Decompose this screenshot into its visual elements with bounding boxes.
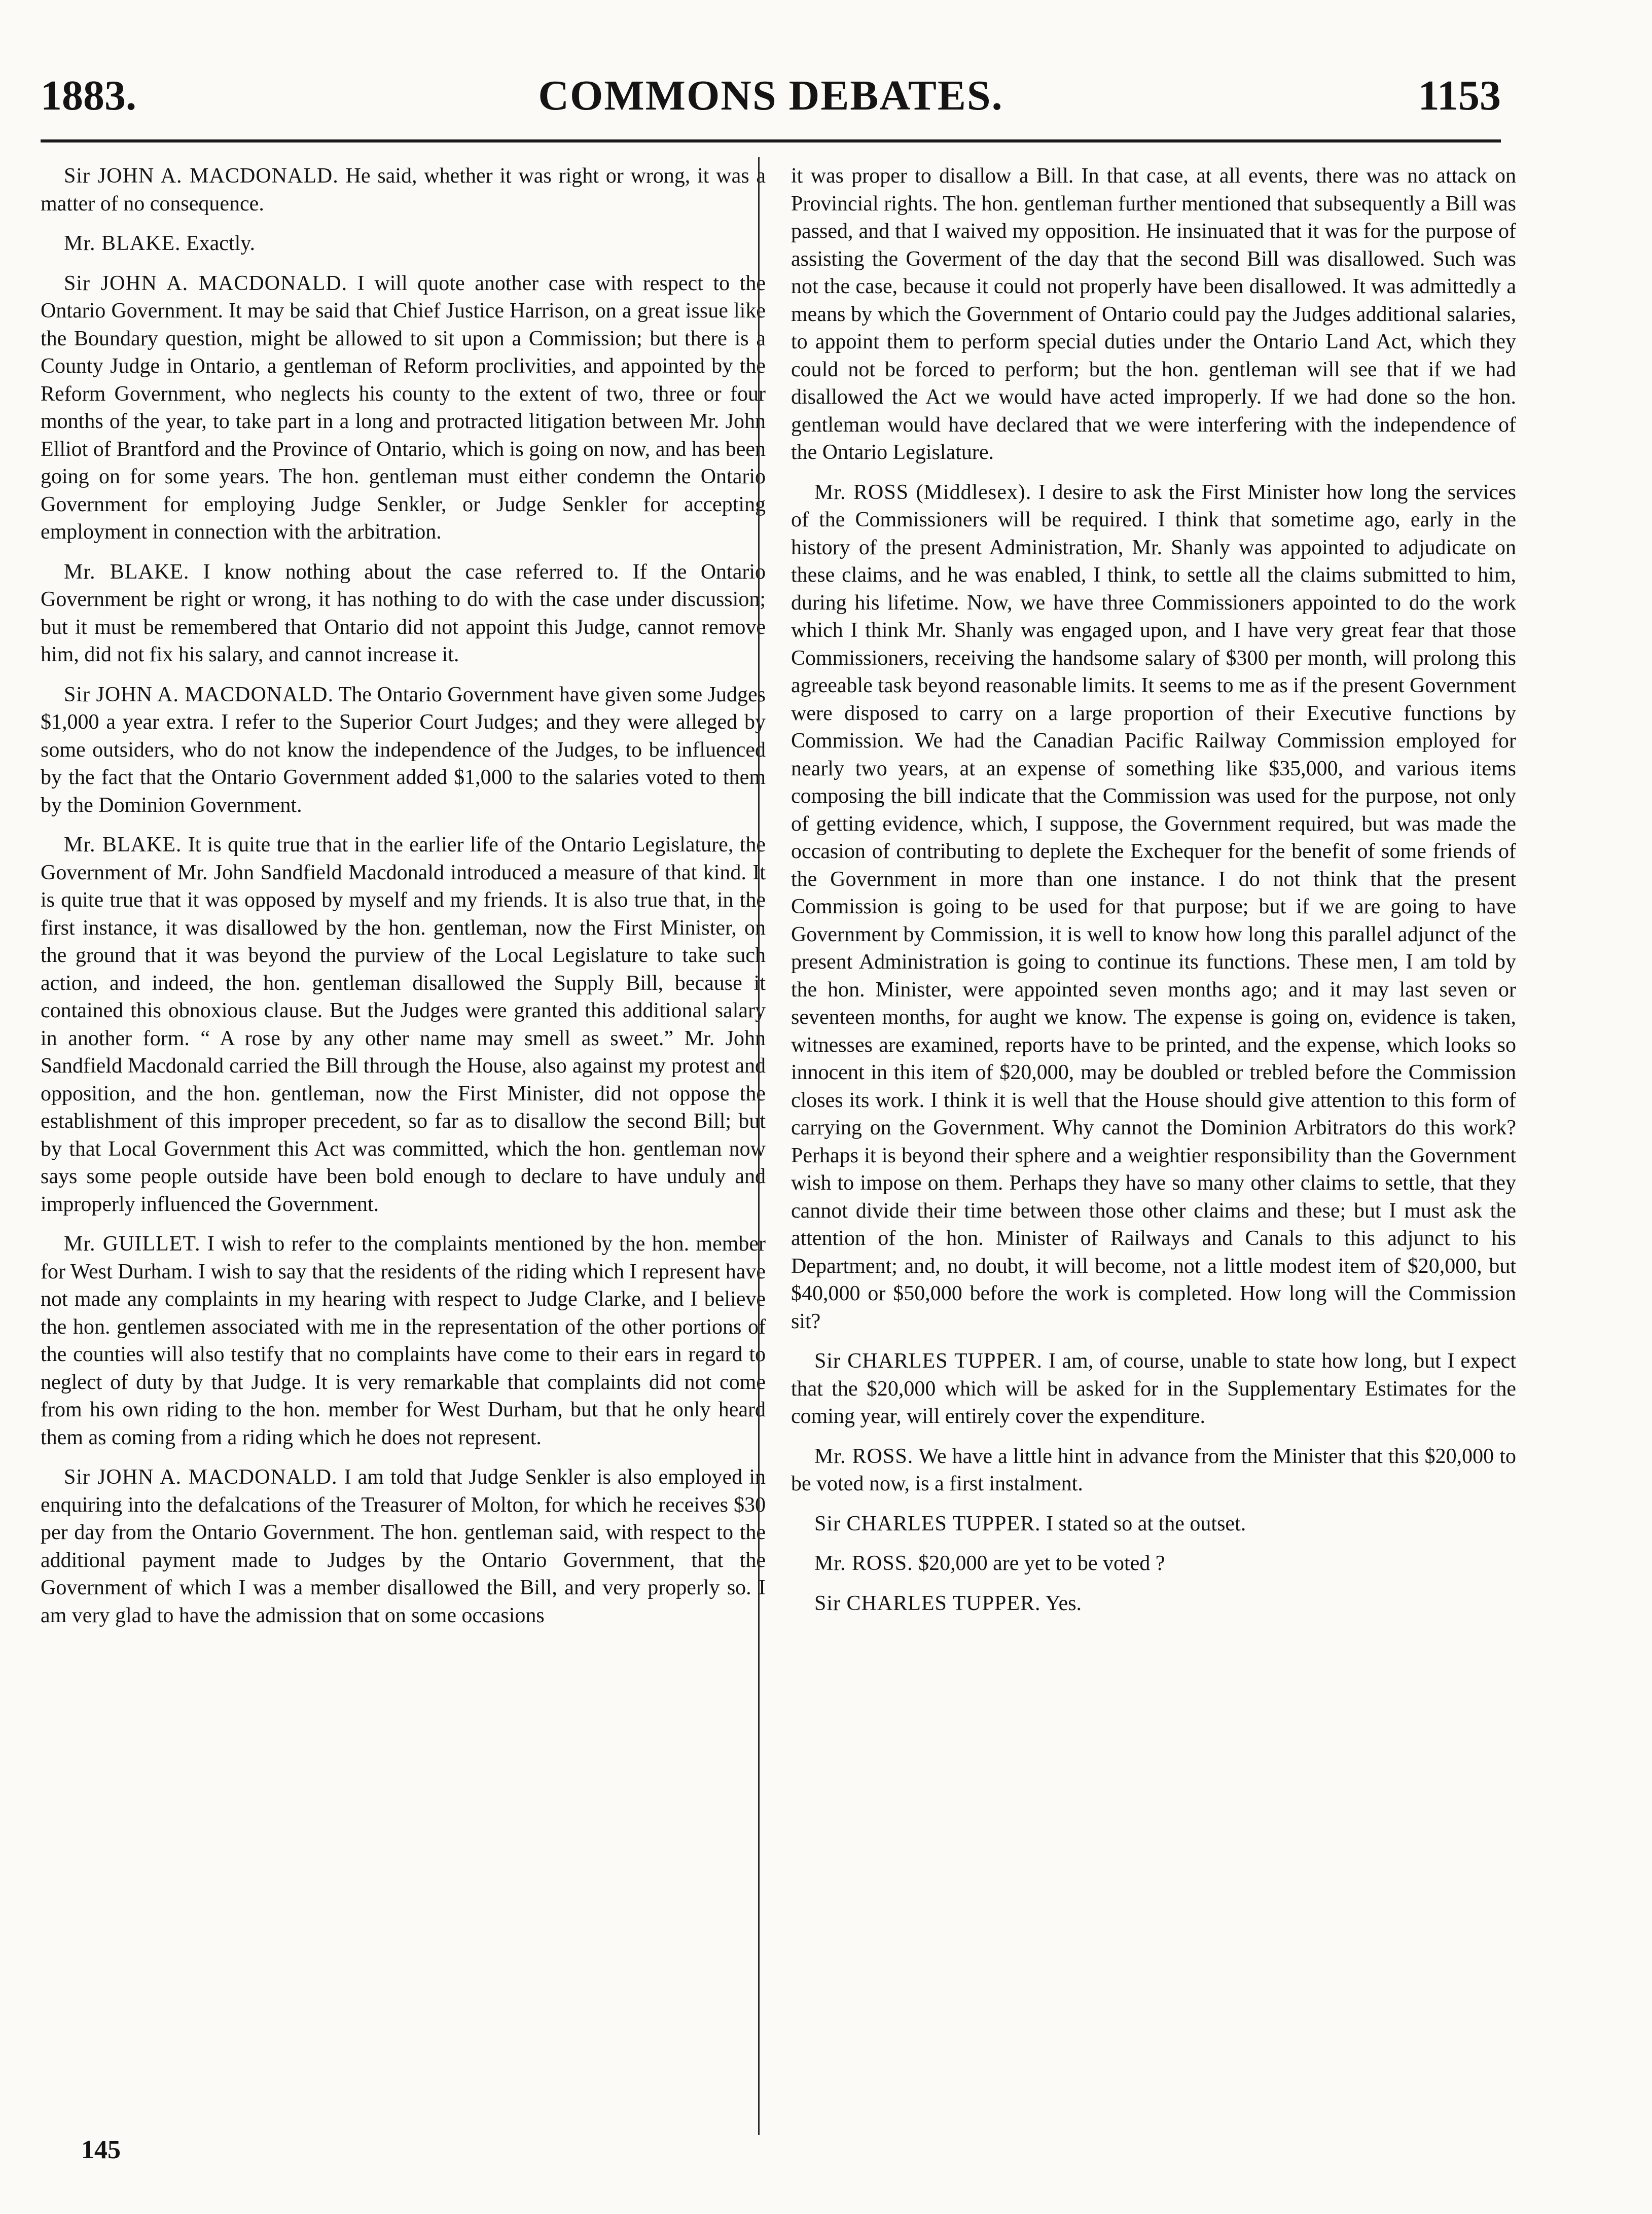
speech-text: I desire to ask the First Minister how long the services of the Commissioners will be required. I think that sometime ago, early in the history of the present Administration, Mr. Shanly was appointed to adjudicate on these claims, and he was enabled, I think, to settle all the claims submitted to him, during his lifetime. Now, we have three Commissioners appointed to do the work which I think Mr. Shanly was engaged upon, and I have very great fear that those Commissioners, receiving the handsome salary of $300 per month, will prolong this agreeable task beyond reasonable limits. It seems to me as if the present Government were disposed to carry on a large proportion of their Executive functions by Commission. We had the Canadian Pacific Railway Commission employed for nearly two years, at an expense of something like $35,000, and various items composing the bill indicate that the Commission was used for the purpose, not only of getting evidence, which, I suppose, the Government required, but was made the occasion of contributing to deplete the Exchequer for the benefit of some friends of the Government in more than one instance. I do not think that the present Commission is going to be used for that purpose; but if we are going to have Government by Commission, it is well to know how long this parallel adjunct of the present Administration is going to continue its functions. These men, I am told by the hon. Minister, were appointed seven months ago; and it may last seven or seventeen months, for aught we know. The expense is going on, evidence is taken, witnesses are examined, reports have to be printed, and the expense, which looks so innocent in this item of $20,000, may be doubled or trebled before the Commission closes its work. I think it is well that the House should give attention to this form of carrying on the Government. Why cannot the Dominion Arbitrators do this work? Perhaps it is beyond their sphere and a weightier responsibility than the Government wish to impose on them. Perhaps they have so many other claims to settle, that they cannot divide their time between those other claims and these; but I must ask the attention of the hon. Minister of Railways and Canals to this adjunct to his Department; and, no doubt, it will become, not a little modest item of $20,000, but $40,000 or $50,000 before the work is completed. How long will the Commission sit?	[791, 480, 1516, 1333]
speech-paragraph	[41, 1463, 766, 1629]
speech-paragraph	[791, 1443, 1516, 1498]
journal-title: COMMONS DEBATES.	[538, 72, 1003, 119]
speech-paragraph	[41, 1230, 766, 1451]
year: 1883.	[41, 72, 136, 119]
speaker-name: Sir JOHN A. MACDONALD.	[64, 271, 348, 295]
speech-text: I will quote another case with respect to the Ontario Government. It may be said that Chief Justice Harrison, on a great issue like the Boundary question, might be allowed to sit upon a Commission; but there is a County Judge in Ontario, a gentleman of Reform proclivities, and appointed by the Reform Government, who neglects his county to the extent of two, three or four months of the year, to take part in a long and protracted litigation between Mr. John Elliot of Brantford and the Province of Ontario, which is going on now, and has been going on for some years. The hon. gentleman must either condemn the Ontario Government for employing Judge Senkler, or Judge Senkler for accepting employment in connection with the arbitration.	[41, 271, 766, 544]
speech-text: I am, of course, unable to state how long, but I expect that the $20,000 which will be asked for in the Supplementary Estimates for the coming year, will entirely cover the expenditure.	[791, 1349, 1516, 1428]
speech-paragraph	[791, 162, 1516, 467]
speech-paragraph	[791, 1347, 1516, 1431]
speech-text: it was proper to disallow a Bill. In that case, at all events, there was no attack on Provincial rights. The hon. gentleman further mentioned that subsequently a Bill was passed, and that I waived my opposition. He insinuated that it was for the purpose of assisting the Goverment of the day that the second Bill was disallowed. Such was not the case, because it could not properly have been disallowed. It was admittedly a means by which the Government of Ontario could pay the Judges additional salaries, to appoint them to perform special duties under the Ontario Land Act, which they could not be forced to perform; but the hon. gentleman will see that if we had disallowed the Act we would have acted improperly. If we had done so the hon. gentleman would have declared that we were interfering with the independence of the Ontario Legislature.	[791, 164, 1516, 464]
speaker-name: Mr. BLAKE.	[64, 560, 190, 584]
speaker-name: Mr. ROSS.	[814, 1444, 914, 1468]
speaker-name: Sir JOHN A. MACDONALD.	[64, 1466, 338, 1489]
speech-text: He said, whether it was right or wrong, it was a matter of no consequence.	[41, 164, 766, 216]
left-column	[41, 162, 766, 2130]
speech-text: The Ontario Government have given some Judges $1,000 a year extra. I refer to the Superior Court Judges; and they were alleged by some outsiders, who do not know the independence of the Judges, to be influenced by the fact that the Ontario Government added $1,000 to the salaries voted to them by the Dominion Government.	[41, 683, 766, 817]
speech-paragraph	[791, 1550, 1516, 1578]
speech-paragraph	[41, 831, 766, 1218]
speaker-name: Sir CHARLES TUPPER.	[814, 1349, 1043, 1373]
speaker-name: Mr. BLAKE.	[64, 833, 182, 856]
speech-paragraph	[41, 162, 766, 218]
speaker-name: Mr. BLAKE.	[64, 232, 181, 255]
column-divider	[758, 157, 760, 2135]
speech-text: Yes.	[1040, 1591, 1082, 1615]
speech-text: It is quite true that in the earlier life of the Ontario Legislature, the Government of Mr. John Sandfield Macdonald introduced a measure of that kind. It is quite true that it was opposed by myself and my friends. It is also true that, in the first instance, it was disallowed by the hon. gentleman, now the First Minister, on the ground that it was beyond the purview of the Local Legislature to take such action, and indeed, the hon. gentleman disallowed the Supply Bill, because it contained this obnoxious clause. But the Judges were granted this additional salary in another form. “ A rose by any other name may smell as sweet.” Mr. John Sandfield Macdonald carried the Bill through the House, also against my protest and opposition, and the hon. gentleman, now the First Minister, did not oppose the establishment of this improper precedent, so far as to disallow the second Bill; but by that Local Government this Act was committed, which the hon. gentleman now says some people outside have been bold enough to declare to have unduly and improperly influenced the Government.	[41, 833, 766, 1216]
page-header	[41, 71, 1501, 132]
speech-paragraph	[41, 270, 766, 546]
speech-paragraph	[41, 558, 766, 669]
speaker-name: Sir JOHN A. MACDONALD.	[64, 683, 334, 706]
speech-text: $20,000 are yet to be voted ?	[913, 1552, 1165, 1575]
signature-mark: 145	[81, 2135, 121, 2164]
speaker-name: Sir CHARLES TUPPER.	[814, 1591, 1041, 1615]
speech-text: Exactly.	[181, 232, 256, 255]
speech-paragraph	[791, 1510, 1516, 1538]
speech-paragraph	[791, 479, 1516, 1336]
page-number: 1153	[1418, 72, 1501, 119]
speech-paragraph	[41, 681, 766, 819]
speech-paragraph	[41, 230, 766, 258]
speaker-name: Sir JOHN A. MACDONALD.	[64, 164, 339, 188]
speaker-name: Mr. GUILLET.	[64, 1232, 201, 1256]
speaker-name: Mr. ROSS.	[814, 1552, 913, 1575]
speech-text: I know nothing about the case referred to. If the Ontario Government be right or wrong, it has nothing to do with the case under discussion; but it must be remembered that Ontario did not appoint this Judge, cannot remove him, did not fix his salary, and cannot increase it.	[41, 560, 766, 666]
speech-text: We have a little hint in advance from the Minister that this $20,000 to be voted now, is a first instalment.	[791, 1444, 1516, 1495]
speech-text: I stated so at the outset.	[1040, 1512, 1246, 1535]
speech-text: I wish to refer to the complaints mentioned by the hon. member for West Durham. I wish to say that the residents of the riding which I represent have not made any complaints in my hearing with respect to Judge Clarke, and I believe the hon. gentlemen associated with me in the representation of the other portions of the counties will also testify that no complaints have come to their ears in regard to neglect of duty by that Judge. It is very remarkable that complaints did not come from his own riding to the hon. member for West Durham, but that he only heard them as coming from a riding which he does not represent.	[41, 1232, 766, 1449]
right-column	[791, 162, 1516, 2130]
speech-paragraph	[791, 1590, 1516, 1618]
speaker-name: Sir CHARLES TUPPER.	[814, 1512, 1041, 1535]
header-rule	[41, 139, 1501, 142]
speech-text: I am told that Judge Senkler is also employed in enquiring into the defalcations of the Treasurer of Molton, for which he receives $30 per day from the Ontario Government. The hon. gentleman said, with respect to the additional payment made to Judges by the Ontario Government, that the Government of which I was a member disallowed the Bill, and very properly so. I am very glad to have the admission that on some occasions	[41, 1466, 766, 1627]
speaker-name: Mr. ROSS (Middlesex).	[814, 480, 1032, 504]
